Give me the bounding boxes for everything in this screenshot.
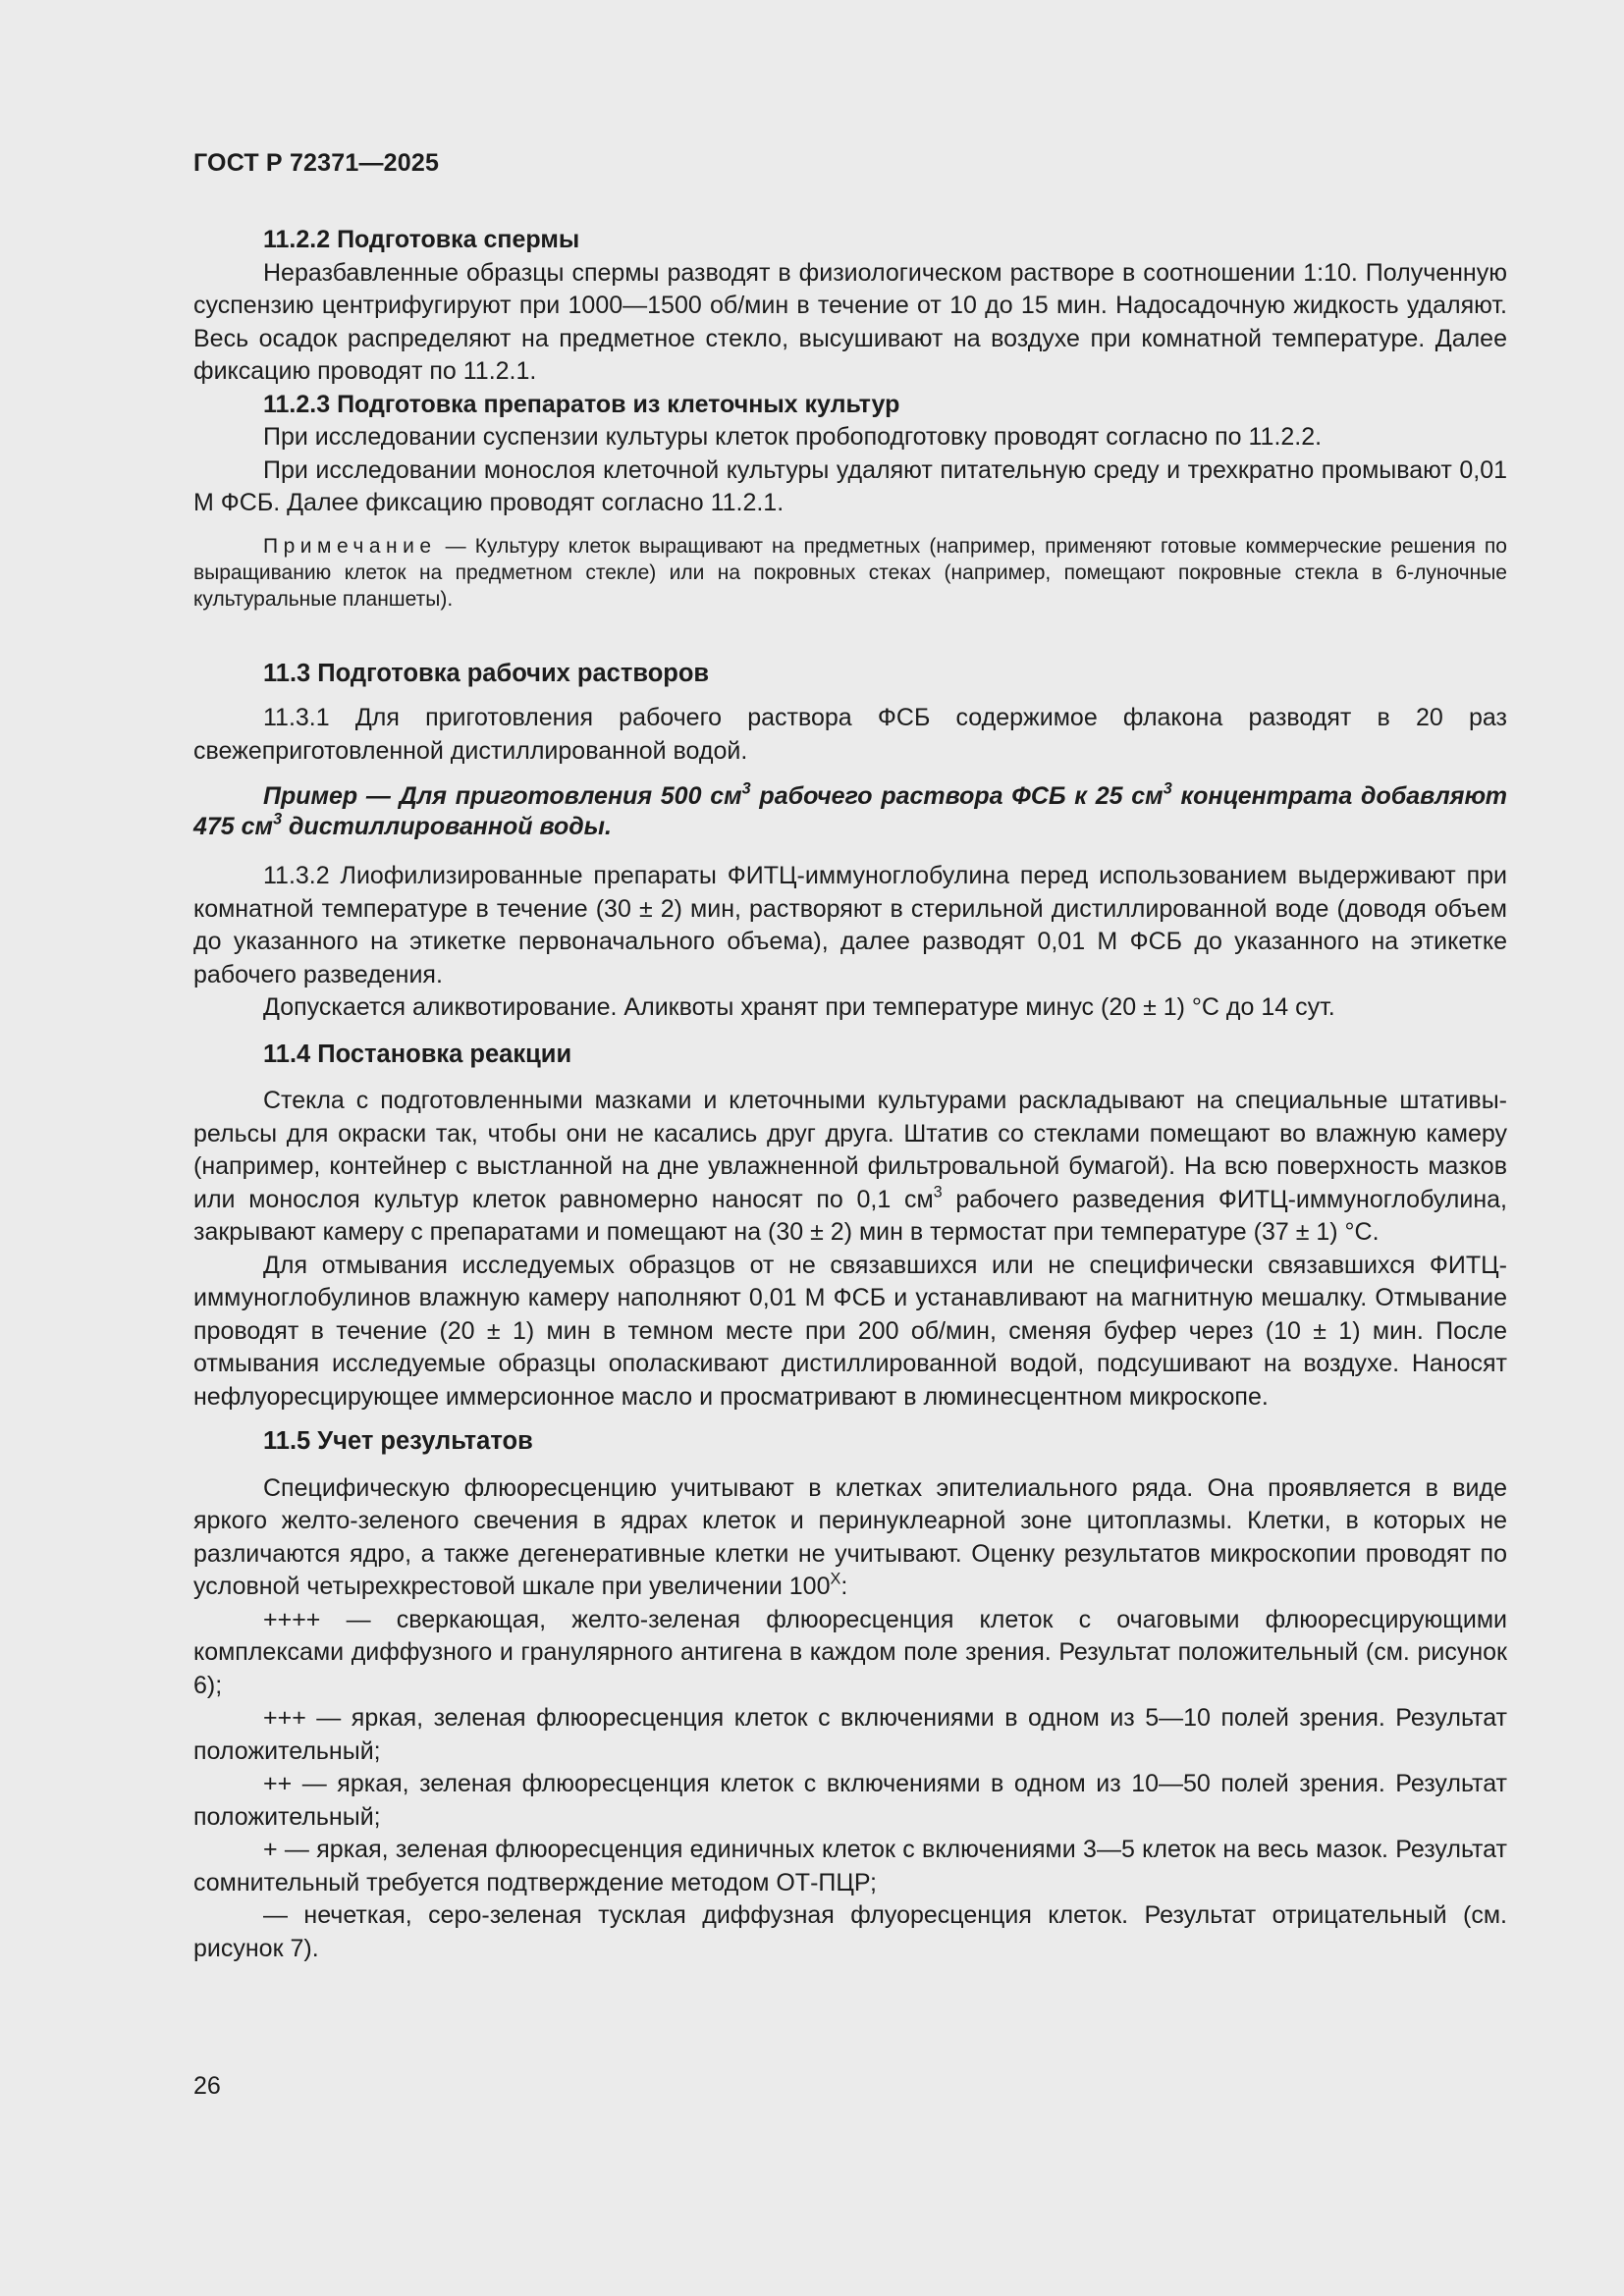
section-11-3-2-aliquot-paragraph: Допускается аликвотирование. Аликвоты хранят при температуре минус (20 ± 1) °С до 14 сут. [263, 993, 1335, 1021]
example-text-c: концентрата добавляют 475 см [193, 782, 1507, 840]
list-item: — нечеткая, серо-зеленая тусклая диффузная флуоресценция клеток. Результат отрицательный (см. рисунок 7). [193, 1901, 1507, 1962]
note-label: Примечание [263, 534, 437, 558]
example-text-b: рабочего раствора ФСБ к 25 см [750, 782, 1164, 810]
list-item: +++ — яркая, зеленая флюоресценция клеток с включениями в одном из 5—10 полей зрения. Результат положительный; [193, 1704, 1507, 1765]
document-header: ГОСТ Р 72371—2025 [193, 149, 440, 177]
list-item: + — яркая, зеленая флюоресценция единичных клеток с включениями 3—5 клеток на весь мазок. Результат сомнительный требуется подтверждение методом ОТ-ПЦР; [193, 1836, 1507, 1896]
note-dash: — [436, 534, 475, 558]
section-11-5-paragraph-1-a: Специфическую флюоресценцию учитывают в клетках эпителиального ряда. Она проявляется в виде яркого желто-зеленого свечения в ядрах клеток и перинуклеарной зоне цитоплазмы. Клетки, в которых не различаются ядро, а также дегенеративные клетки не учитывают. Оценку результатов микроскопии проводят по условной четырехкрестовой шкале при увеличении 100 [193, 1473, 1507, 1600]
section-11-5-paragraph-1-b: : [840, 1573, 848, 1600]
section-11-2-3-title: 11.2.3 Подготовка препаратов из клеточных культур [263, 390, 900, 418]
section-11-3-title: 11.3 Подготовка рабочих растворов [263, 659, 710, 687]
section-11-5-title: 11.5 Учет результатов [263, 1427, 533, 1455]
list-item: ++ — яркая, зеленая флюоресценция клеток с включениями в одном из 10—50 полей зрения. Результат положительный; [193, 1770, 1507, 1831]
example [193, 781, 1507, 842]
note [193, 533, 1507, 613]
page-content [193, 224, 1507, 1965]
example-sup-3: 3 [273, 810, 283, 828]
section-11-4-paragraph-1-a: Стекла с подготовленными мазками и клеточными культурами раскладывают на специальные штативы-рельсы для окраски так, чтобы они не касались друг друга. Штатив со стеклами помещают во влажную камеру (например, контейнер с выстланной на дне увлажненной фильтровальной бумагой). На всю поверхность мазков или монослоя культур клеток равномерно наносят по 0,1 см [193, 1087, 1507, 1213]
section-11-5-sup: Х [830, 1570, 841, 1588]
list-item: ++++ — сверкающая, желто-зеленая флюоресценция клеток с очаговыми флюоресцирующими комплексами диффузного и гранулярного антигена в каждом поле зрения. Результат положительный (см. рисунок 6); [193, 1605, 1507, 1699]
section-11-4-title: 11.4 Постановка реакции [263, 1040, 572, 1068]
section-11-3-1-paragraph: 11.3.1 Для приготовления рабочего раствора ФСБ содержимое флакона разводят в 20 раз свежеприготовленной дистиллированной водой. [193, 704, 1507, 765]
example-sup-1: 3 [741, 779, 751, 798]
page-number: 26 [193, 2072, 221, 2100]
section-11-4-paragraph-1-b: рабочего разведения ФИТЦ-иммуноглобулина, закрывают камеру с препаратами и помещают на (30 ± 2) мин в термостат при температуре (37 ± 1) °С. [193, 1185, 1507, 1246]
section-11-2-3-paragraph-1: При исследовании суспензии культуры клеток пробоподготовку проводят согласно по 11.2.2. [263, 423, 1323, 451]
section-11-2-2-title: 11.2.2 Подготовка спермы [263, 226, 580, 253]
example-text-a: Пример — Для приготовления 500 см [263, 782, 742, 810]
section-11-2-2-paragraph: Неразбавленные образцы спермы разводят в физиологическом растворе в соотношении 1:10. Полученную суспензию центрифугируют при 1000—1500 об/мин в течение от 10 до 15 мин. Надосадочную жидкость удаляют. Весь осадок распределяют на предметное стекло, высушивают на воздухе при комнатной температуре. Далее фиксацию проводят по 11.2.1. [193, 258, 1507, 385]
example-text-d: дистиллированной воды. [282, 813, 612, 840]
section-11-5-paragraph-1 [193, 1472, 1507, 1604]
section-11-4-sup: 3 [933, 1182, 943, 1201]
section-11-2-3-paragraph-2: При исследовании монослоя клеточной культуры удаляют питательную среду и трехкратно промывают 0,01 М ФСБ. Далее фиксацию проводят согласно 11.2.1. [193, 455, 1507, 516]
note-text: Культуру клеток выращивают на предметных (например, применяют готовые коммерческие решения по выращиванию клеток на предметном стекле) или на покровных стеках (например, помещают покровные стекла в 6-луночные культуральные планшеты). [193, 534, 1507, 611]
section-11-4-paragraph-1 [193, 1085, 1507, 1250]
section-11-4-paragraph-2: Для отмывания исследуемых образцов от не связавшихся или не специфически связавшихся ФИТЦ-иммуноглобулинов влажную камеру наполняют 0,01 М ФСБ и устанавливают на магнитную мешалку. Отмывание проводят в течение (20 ± 1) мин в темном месте при 200 об/мин, сменяя буфер через (10 ± 1) мин. После отмывания исследуемые образцы ополаскивают дистиллированной водой, подсушивают на воздухе. Наносят нефлуоресцирующее иммерсионное масло и просматривают в люминесцентном микроскопе. [193, 1251, 1507, 1411]
example-sup-2: 3 [1163, 779, 1172, 798]
section-11-3-2-paragraph: 11.3.2 Лиофилизированные препараты ФИТЦ-иммуноглобулина перед использованием выдерживают при комнатной температуре в течение (30 ± 2) мин, растворяют в стерильной дистиллированной воде (доводя объем до указанного на этикетке первоначального объема), далее разводят 0,01 М ФСБ до указанного на этикетке рабочего разведения. [193, 862, 1507, 988]
